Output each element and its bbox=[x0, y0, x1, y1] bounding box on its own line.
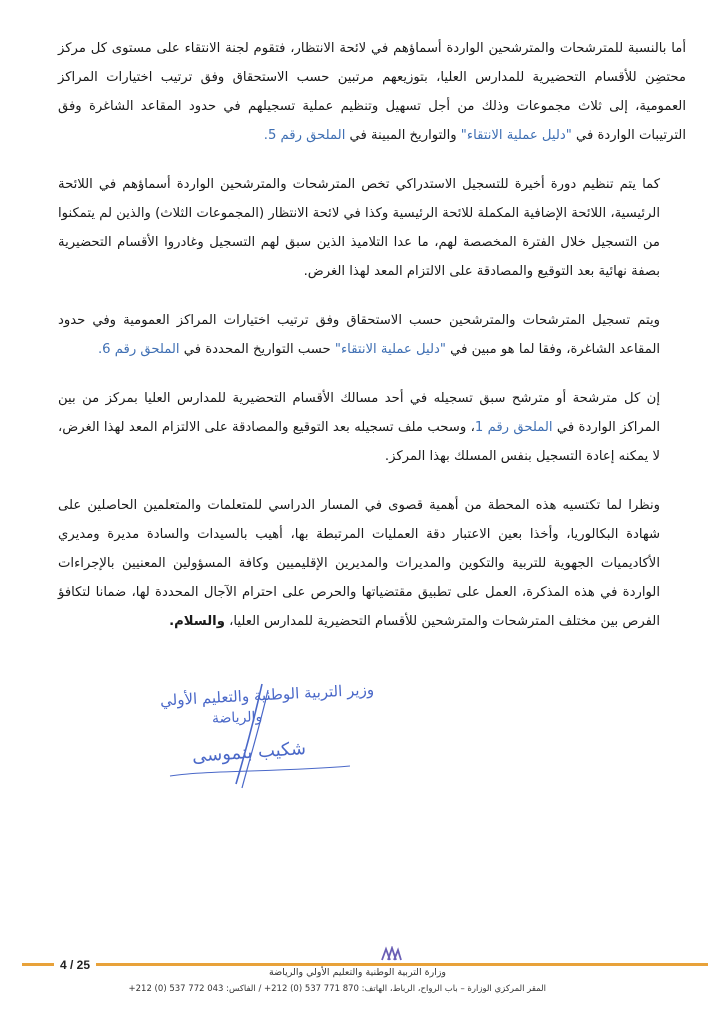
ministry-logo-icon bbox=[380, 946, 402, 962]
signature-title: وزير التربية الوطنية والتعليم الأولي bbox=[159, 680, 375, 710]
minister-signature bbox=[150, 680, 400, 790]
paragraph-text: إن كل مترشحة أو مترشح سبق تسجيله في أحد مسالك الأقسام التحضيرية للمدارس العليا بمركز من بين المراكز الواردة في bbox=[58, 391, 660, 435]
footer-address: المقر المركزي الوزارة – باب الرواح، الرباط، الهاتف: 870 771 537 (0) 212+ / الفاكس: 043 772 537 (0) 212+ bbox=[128, 984, 546, 994]
memo-body bbox=[58, 34, 686, 636]
selection-guide-link: "دليل عملية الانتقاء" bbox=[334, 342, 446, 357]
paragraph-conclusion bbox=[58, 491, 686, 636]
signature-title-continued: والرياضة bbox=[211, 709, 263, 727]
signature-name: شكيب بنموسى bbox=[191, 738, 307, 767]
paragraph-text: حسب التواريخ المحددة في bbox=[179, 342, 335, 357]
annex-1-link: الملحق رقم 1 bbox=[474, 420, 553, 435]
paragraph-registration-order bbox=[58, 306, 686, 364]
paragraph-text: ، وسحب ملف تسجيله بعد التوقيع والمصادقة على الالتزام المعد لهذا الغرض، لا يمكنه إعادة التسجيل بنفس المسلك بهذا المركز. bbox=[58, 420, 660, 464]
paragraph-text: أما بالنسبة للمترشحات والمترشحين الواردة أسماؤهم في لائحة الانتظار، فتقوم لجنة الانتقاء على مستوى كل مركز محتضِن للأقسام التحضيرية للمدارس العليا، بتوزيعهم مرتبين حسب الاستحقاق وفق ترتيب اختيارات المراكز العمومية، إلى ثلاث مجموعات وذلك من أجل تسهيل وتنظيم عملية تسجيلهم في حدود المقاعد الشاغرة وفق الترتيبات الواردة في bbox=[58, 41, 686, 143]
paragraph-re-registration bbox=[58, 384, 686, 471]
page-number: 4 / 25 bbox=[54, 957, 96, 973]
paragraph-text: ويتم تسجيل المترشحات والمترشحين حسب الاستحقاق وفق ترتيب اختيارات المراكز العمومية وفي حدود المقاعد الشاغرة، وفقا لما هو مبين في bbox=[58, 313, 660, 357]
footer-ministry-name: وزارة التربية الوطنية والتعليم الأولي والرياضة bbox=[269, 967, 446, 978]
paragraph-text: والتواريخ المبينة في bbox=[345, 128, 461, 143]
paragraph-text: ونظرا لما تكتسيه هذه المحطة من أهمية قصوى في المسار الدراسي للمتعلمات والمتعلمين الحاصلين على شهادة البكالوريا، وأخذا بعين الاعتبار دقة العمليات المرتبطة بها، أهيب بالسيدات والسادة مديرة ومديري الأكاديميات الجهوية للتربية والتكوين والمديرات والمديرين الإقليميين وكافة المسؤولين المعنيين بالإجراءات الواردة في هذه المذكرة، العمل على تطبيق مقتضياتها والحرص على احترام الآجال المحددة لها، ضمانا لتكافؤ الفرص بين مختلف المترشحات والمترشحين للأقسام التحضيرية للمدارس العليا، bbox=[58, 498, 660, 629]
paragraph-catch-up-session: كما يتم تنظيم دورة أخيرة للتسجيل الاستدراكي تخص المترشحات والمترشحين الواردة أسماؤهم في اللائحة الرئيسية، اللائحة الإضافية المكملة للائحة الرئيسية وكذا في لائحة الانتظار (المجموعات الثلاث) والذين لم يتمكنوا من التسجيل خلال الفترة المخصصة لهم، ما عدا التلاميذ الذين سبق لهم التسجيل وغادروا الأقسام التحضيرية بصفة نهائية بعد التوقيع والمصادقة على الالتزام المعد لهذا الغرض. bbox=[58, 177, 660, 279]
selection-guide-link: "دليل عملية الانتقاء" bbox=[460, 128, 572, 143]
footer-divider bbox=[22, 963, 708, 966]
annex-6-link: الملحق رقم 6. bbox=[97, 342, 180, 357]
annex-5-link: الملحق رقم 5. bbox=[263, 128, 346, 143]
paragraph-waiting-list bbox=[58, 34, 686, 150]
closing-salutation: والسلام. bbox=[169, 614, 225, 629]
